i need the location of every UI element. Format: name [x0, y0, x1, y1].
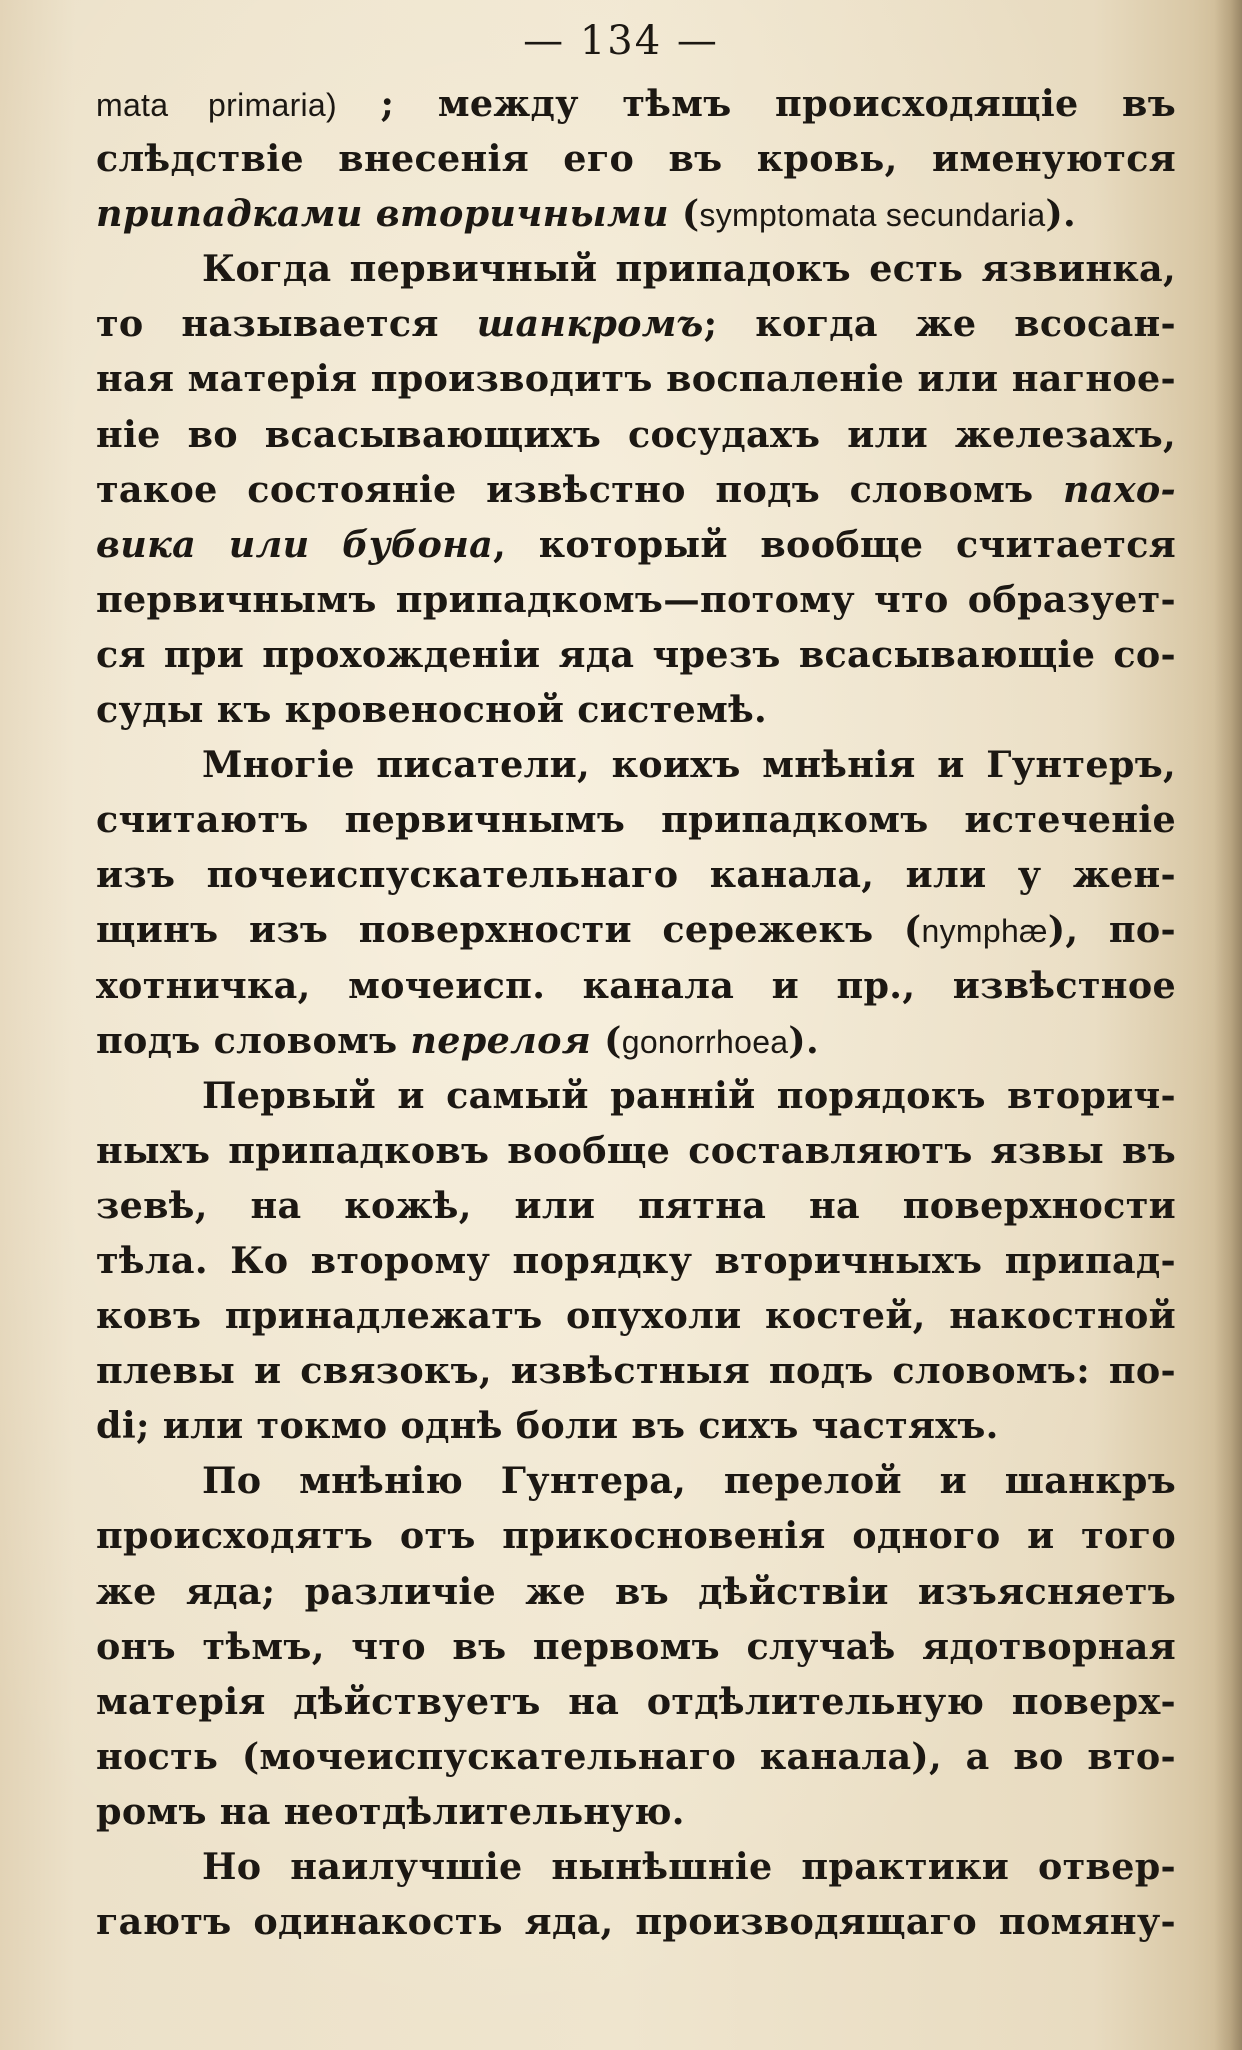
- text-segment: слѣдствіе внесенія его въ кровь, именуются: [96, 137, 1176, 181]
- text-line: [96, 296, 1176, 351]
- text-segment: ность (мочеиспускательнаго канала), а во вто-: [96, 1734, 1176, 1778]
- text-segment: ; когда же всосан-: [703, 302, 1176, 346]
- text-segment: ).: [788, 1018, 819, 1062]
- text-segment: ніе во всасывающихъ сосудахъ или железахъ,: [96, 412, 1176, 456]
- text-line: [96, 1784, 1176, 1839]
- text-segment: считаютъ первичнымъ припадкомъ истеченіе: [96, 798, 1176, 842]
- text-segment: ковъ принадлежатъ опухоли костей, накостной: [96, 1294, 1176, 1338]
- text-line: [96, 76, 1176, 131]
- text-line: [96, 792, 1176, 847]
- text-segment: плевы и связокъ, извѣстныя подъ словомъ: по-: [96, 1349, 1176, 1393]
- text-line: [96, 847, 1176, 902]
- text-segment: ; между тѣмъ происходящіе въ: [337, 82, 1176, 125]
- latin-term: gonorrhoea: [621, 1023, 789, 1060]
- text-line: [96, 241, 1176, 296]
- text-segment: гаютъ одинакость яда, производящаго помяну-: [96, 1900, 1176, 1944]
- text-segment: то называется: [96, 302, 477, 346]
- text-line: [96, 1288, 1176, 1343]
- text-line: [96, 1674, 1176, 1729]
- text-line: [96, 1013, 1176, 1068]
- text-segment: же яда; различіе же въ дѣйствіи изъясняетъ: [96, 1569, 1176, 1613]
- text-line: [96, 1564, 1176, 1619]
- text-segment: первичнымъ припадкомъ—потому что образует-: [96, 577, 1176, 621]
- text-segment: такое состояніе извѣстно подъ словомъ: [96, 467, 1064, 511]
- text-segment: онъ тѣмъ, что въ первомъ случаѣ ядотворная: [96, 1624, 1176, 1668]
- text-line: [96, 1619, 1176, 1674]
- text-line: [96, 351, 1176, 406]
- text-line: [96, 902, 1176, 957]
- text-segment: ныхъ припадковъ вообще составляютъ язвы въ: [96, 1128, 1176, 1172]
- text-segment: ная матерія производитъ воспаленіе или нагное-: [96, 357, 1176, 401]
- text-line: [96, 1233, 1176, 1288]
- text-segment: хотничка, мочеисп. канала и пр., извѣстное: [96, 963, 1176, 1007]
- text-line: [96, 627, 1176, 682]
- text-segment: матерія дѣйствуетъ на отдѣлительную поверх-: [96, 1679, 1176, 1723]
- text-segment: изъ почеиспускательнаго канала, или у жен-: [96, 853, 1176, 897]
- text-segment: суды къ кровеносной системѣ.: [96, 688, 768, 732]
- text-line: [96, 1508, 1176, 1563]
- text-line: [96, 186, 1176, 241]
- italic-term: перелоя: [410, 1018, 592, 1062]
- text-segment: подъ словомъ: [96, 1018, 411, 1062]
- latin-term: symptomata secundaria: [699, 197, 1046, 234]
- text-line: [96, 1729, 1176, 1784]
- page-text-body: [96, 76, 1176, 1949]
- text-segment: зевѣ, на кожѣ, или пятна на поверхности: [96, 1183, 1176, 1227]
- text-line: [96, 462, 1176, 517]
- text-segment: ромъ на неотдѣлительную.: [96, 1789, 685, 1833]
- page-number-header: — 134 —: [523, 18, 719, 64]
- text-segment: Первый и самый ранній порядокъ вторич-: [202, 1073, 1176, 1117]
- text-segment: (: [668, 192, 700, 236]
- text-segment: происходятъ отъ прикосновенія одного и того: [96, 1514, 1176, 1558]
- text-line: [96, 682, 1176, 737]
- italic-term: шанкромъ: [476, 302, 704, 346]
- text-segment: Но наилучшіе нынѣшніе практики отвер-: [202, 1845, 1176, 1888]
- page-edge-shadow: [1214, 0, 1242, 2050]
- text-segment: ), по-: [1047, 908, 1176, 952]
- text-segment: Многіе писатели, коихъ мнѣнія и Гунтеръ,: [202, 743, 1176, 787]
- text-line: [96, 1839, 1176, 1894]
- text-line: [96, 131, 1176, 186]
- italic-term: пахо-: [1063, 467, 1176, 511]
- text-line: [96, 1453, 1176, 1508]
- text-line: [96, 407, 1176, 462]
- text-line: [96, 1343, 1176, 1398]
- latin-term: mata primaria): [96, 87, 337, 123]
- text-segment: тѣла. Ко второму порядку вторичныхъ припад-: [96, 1238, 1176, 1282]
- text-segment: ся при прохожденіи яда чрезъ всасывающіе со-: [96, 632, 1176, 676]
- text-line: [96, 1123, 1176, 1178]
- text-segment: ).: [1045, 192, 1077, 236]
- italic-term: вика или бубона: [96, 522, 494, 566]
- text-segment: По мнѣнію Гунтера, перелой и шанкръ: [202, 1459, 1176, 1503]
- text-line: [96, 1178, 1176, 1233]
- italic-term: припадками вторичными: [96, 192, 669, 236]
- text-line: [96, 1894, 1176, 1949]
- text-line: [96, 737, 1176, 792]
- text-segment: (: [591, 1018, 622, 1062]
- text-line: [96, 572, 1176, 627]
- text-line: [96, 1068, 1176, 1123]
- text-segment: di; или токмо однѣ боли въ сихъ частяхъ.: [96, 1404, 999, 1448]
- text-segment: Когда первичный припадокъ есть язвинка,: [202, 247, 1176, 291]
- text-line: [96, 1398, 1176, 1453]
- text-segment: , который вообще считается: [493, 522, 1176, 566]
- text-line: [96, 517, 1176, 572]
- text-segment: щинъ изъ поверхности сережекъ (: [96, 908, 922, 952]
- latin-term: nymphæ: [921, 913, 1048, 950]
- text-line: [96, 958, 1176, 1013]
